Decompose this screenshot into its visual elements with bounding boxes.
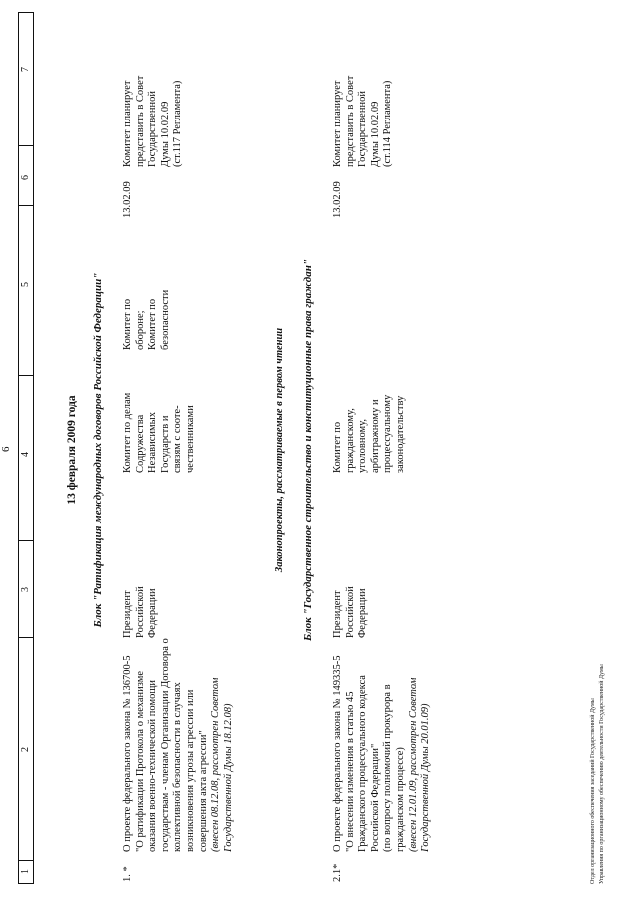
section-heading: Законопроекты, рассматриваемые в первом чтении xyxy=(274,327,285,573)
item-date: 13.02.09 xyxy=(332,181,343,218)
item-number: 2.1* xyxy=(332,863,343,882)
table-header xyxy=(18,12,34,884)
header-divider xyxy=(19,637,33,638)
header-col-3: 3 xyxy=(20,587,31,592)
header-col-4: 4 xyxy=(20,452,31,457)
page-number: 6 xyxy=(0,446,12,452)
header-divider xyxy=(19,205,33,206)
item-description: О проекте федерального закона № 149335-5 "О внесении изменения в статью 45 Гражданского процессуального кодекса Российской Федерации" (по вопросу полномочий прокурора в гражданском процессе) (внесен 12.01.09, рассмотрен Советом Государственной Думы 20.01.09) xyxy=(332,655,432,852)
item-description: О проекте федерального закона № 136700-5 "О ратификации Протокола о механизме оказания военно-технической помощи государствам - членам Организации Договора о коллективной безопасности в случаях возникновения угрозы агрессии или совершения акта агрессии" (внесен 08.12.08, рассмотрен Советом Государственной Думы 18.12.08) xyxy=(122,638,234,852)
header-divider xyxy=(19,860,33,861)
header-divider xyxy=(19,375,33,376)
block-title: Блок "Государственное строительство и конституционные права граждан" xyxy=(302,259,314,641)
item-note: (внесен 08.12.08, рассмотрен Советом xyxy=(210,677,222,852)
item-remark: Комитет планирует представить в Совет Государственной Думы 10.02.09 (ст.114 Регламента) xyxy=(332,75,394,167)
item-committee: Комитет по делам Содружества Независимых Государств и связям с сооте- чественниками xyxy=(122,392,196,473)
item-initiator: Президент Российской Федерации xyxy=(122,586,159,638)
item-co-committee: Комитет по обороне; Комитет по безопасности xyxy=(122,289,171,350)
item-note: (внесен 12.01.09, рассмотрен Советом xyxy=(407,677,419,852)
item-initiator: Президент Российской Федерации xyxy=(332,586,369,638)
item-note: Государственной Думы 20.01.09) xyxy=(420,703,432,852)
footer-line: Отдел организационного обеспечения заседаний Государственной Думы xyxy=(590,698,596,884)
item-note: Государственной Думы 18.12.08) xyxy=(222,703,234,852)
item-date: 13.02.09 xyxy=(122,181,133,218)
header-col-6: 6 xyxy=(20,175,31,180)
header-divider xyxy=(19,540,33,541)
block-title: Блок "Ратификация международных договоров Российской Федерации" xyxy=(92,272,104,628)
header-divider xyxy=(19,145,33,146)
header-col-7: 7 xyxy=(20,67,31,72)
date-heading: 13 февраля 2009 года xyxy=(66,395,78,505)
item-committee: Комитет по гражданскому, уголовному, арбитражному и процессуальному законодательству xyxy=(332,394,406,473)
header-col-1: 1 xyxy=(20,869,31,874)
footer-line: Управления по организационному обеспечению деятельности Государственной Думы xyxy=(599,664,605,884)
header-col-5: 5 xyxy=(20,282,31,287)
item-number: 1. * xyxy=(122,866,133,882)
header-col-2: 2 xyxy=(20,747,31,752)
item-remark: Комитет планирует представить в Совет Государственной Думы 10.02.09 (ст.117 Регламента) xyxy=(122,75,184,167)
